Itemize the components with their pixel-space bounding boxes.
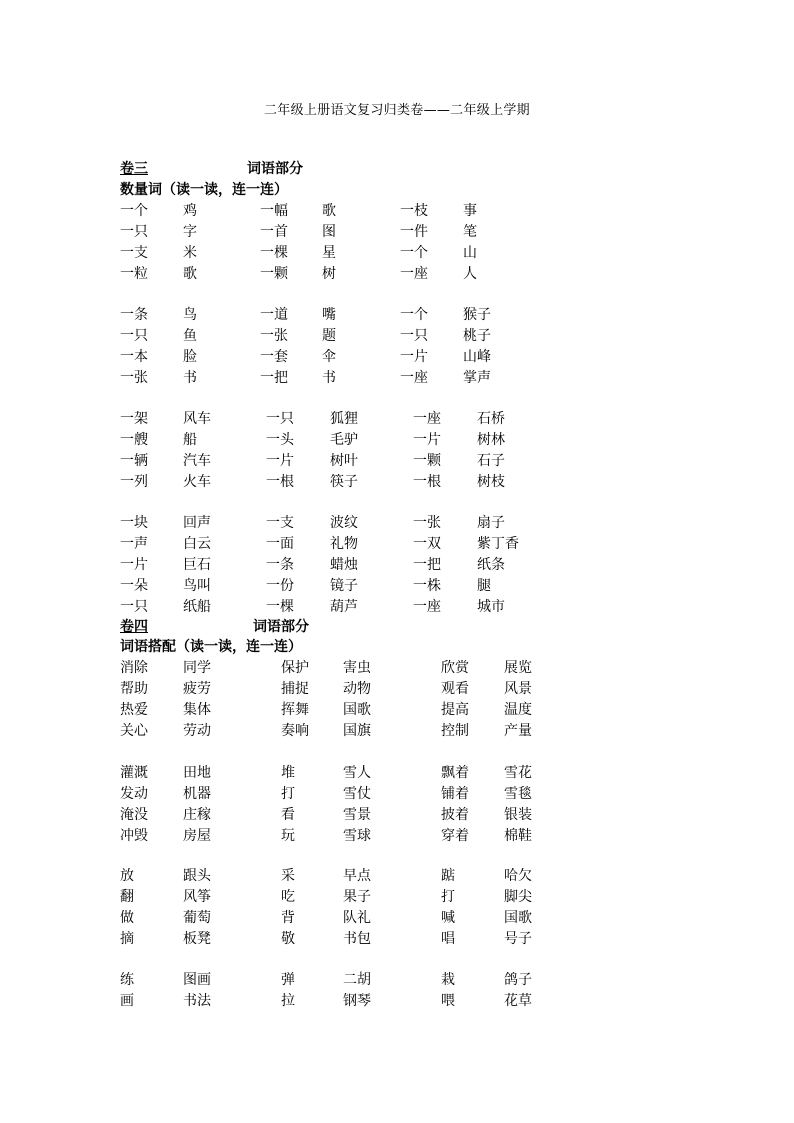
word-item: 一幅 (260, 203, 288, 219)
word-item: 一座 (400, 266, 428, 282)
word-item: 风车 (183, 411, 211, 427)
word-item: 一张 (120, 370, 148, 386)
word-item: 鱼 (183, 328, 197, 344)
word-item: 发动 (120, 786, 148, 802)
word-item: 灌溉 (120, 765, 148, 781)
word-item: 打 (281, 786, 295, 802)
word-item: 披着 (441, 807, 469, 823)
word-item: 巨石 (183, 557, 211, 573)
word-item: 一朵 (120, 578, 148, 594)
word-item: 挥舞 (281, 702, 309, 718)
word-item: 敬 (281, 931, 295, 947)
word-item: 热爱 (120, 702, 148, 718)
word-item: 国歌 (343, 702, 371, 718)
word-item: 一座 (413, 411, 441, 427)
word-item: 雪球 (343, 828, 371, 844)
word-item: 一片 (400, 349, 428, 365)
word-item: 腿 (477, 578, 491, 594)
word-item: 产量 (504, 723, 532, 739)
word-item: 奏响 (281, 723, 309, 739)
word-item: 树枝 (477, 474, 505, 490)
word-item: 国歌 (504, 910, 532, 926)
word-item: 一张 (413, 515, 441, 531)
word-item: 钢琴 (343, 993, 371, 1009)
word-item: 一条 (120, 307, 148, 323)
word-item: 一根 (413, 474, 441, 490)
section-subtitle: 词语搭配（读一读，连一连） (120, 639, 302, 655)
word-item: 掌声 (463, 370, 491, 386)
word-item: 栽 (441, 972, 455, 988)
word-item: 一条 (266, 557, 294, 573)
word-item: 一本 (120, 349, 148, 365)
word-item: 队礼 (343, 910, 371, 926)
word-item: 一只 (400, 328, 428, 344)
word-item: 鸟 (183, 307, 197, 323)
section-label: 卷四 (120, 619, 148, 635)
word-item: 一粒 (120, 266, 148, 282)
word-item: 雪景 (343, 807, 371, 823)
word-item: 背 (281, 910, 295, 926)
word-item: 一支 (120, 245, 148, 261)
word-item: 歌 (183, 266, 197, 282)
word-item: 踮 (441, 868, 455, 884)
word-item: 鸟叫 (183, 578, 211, 594)
word-item: 礼物 (330, 536, 358, 552)
word-item: 放 (120, 868, 134, 884)
section-header (120, 617, 309, 637)
word-item: 狐狸 (330, 411, 358, 427)
word-item: 城市 (477, 599, 505, 615)
word-item: 雪毯 (504, 786, 532, 802)
word-item: 字 (183, 224, 197, 240)
word-item: 保护 (281, 660, 309, 676)
word-item: 果子 (343, 889, 371, 905)
word-item: 山 (463, 245, 477, 261)
word-item: 喊 (441, 910, 455, 926)
word-item: 唱 (441, 931, 455, 947)
word-item: 田地 (183, 765, 211, 781)
word-item: 一支 (266, 515, 294, 531)
word-item: 一声 (120, 536, 148, 552)
word-item: 哈欠 (504, 868, 532, 884)
word-item: 疲劳 (183, 681, 211, 697)
word-item: 一艘 (120, 432, 148, 448)
word-item: 板凳 (183, 931, 211, 947)
word-item: 雪仗 (343, 786, 371, 802)
word-item: 镜子 (330, 578, 358, 594)
word-item: 一片 (266, 453, 294, 469)
word-item: 喂 (441, 993, 455, 1009)
word-item: 雪人 (343, 765, 371, 781)
section-name: 词语部分 (247, 161, 303, 177)
word-item: 一个 (400, 245, 428, 261)
word-item: 一列 (120, 474, 148, 490)
word-item: 书 (183, 370, 197, 386)
word-item: 堆 (281, 765, 295, 781)
word-item: 一只 (120, 599, 148, 615)
word-item: 猴子 (463, 307, 491, 323)
word-item: 一头 (266, 432, 294, 448)
word-item: 一片 (120, 557, 148, 573)
word-item: 葡萄 (183, 910, 211, 926)
word-item: 脚尖 (504, 889, 532, 905)
word-item: 二胡 (343, 972, 371, 988)
word-item: 一首 (260, 224, 288, 240)
word-item: 吃 (281, 889, 295, 905)
word-item: 打 (441, 889, 455, 905)
word-item: 树 (322, 266, 336, 282)
word-item: 一双 (413, 536, 441, 552)
word-item: 淹没 (120, 807, 148, 823)
word-item: 鸡 (183, 203, 197, 219)
word-item: 风筝 (183, 889, 211, 905)
word-item: 穿着 (441, 828, 469, 844)
section-name: 词语部分 (253, 619, 309, 635)
word-item: 石桥 (477, 411, 505, 427)
page-title: 二年级上册语文复习归类卷——二年级上学期 (263, 103, 530, 118)
word-item: 一棵 (266, 599, 294, 615)
word-item: 温度 (504, 702, 532, 718)
word-item: 图画 (183, 972, 211, 988)
word-item: 图 (322, 224, 336, 240)
word-item: 机器 (183, 786, 211, 802)
word-item: 汽车 (183, 453, 211, 469)
word-item: 一座 (413, 599, 441, 615)
word-item: 摘 (120, 931, 134, 947)
word-item: 玩 (281, 828, 295, 844)
word-item: 一颗 (413, 453, 441, 469)
word-item: 书 (322, 370, 336, 386)
word-item: 树叶 (330, 453, 358, 469)
word-item: 一座 (400, 370, 428, 386)
word-item: 紫丁香 (477, 536, 519, 552)
word-item: 一辆 (120, 453, 148, 469)
word-item: 跟头 (183, 868, 211, 884)
word-item: 同学 (183, 660, 211, 676)
word-item: 早点 (343, 868, 371, 884)
word-item: 做 (120, 910, 134, 926)
word-item: 一片 (413, 432, 441, 448)
word-item: 伞 (322, 349, 336, 365)
word-item: 桃子 (463, 328, 491, 344)
word-item: 一颗 (260, 266, 288, 282)
word-item: 关心 (120, 723, 148, 739)
word-item: 房屋 (183, 828, 211, 844)
word-item: 星 (322, 245, 336, 261)
word-item: 人 (463, 266, 477, 282)
word-item: 花草 (504, 993, 532, 1009)
word-item: 棉鞋 (504, 828, 532, 844)
word-item: 练 (120, 972, 134, 988)
word-item: 纸条 (477, 557, 505, 573)
word-item: 一把 (413, 557, 441, 573)
word-item: 消除 (120, 660, 148, 676)
word-item: 一枝 (400, 203, 428, 219)
word-item: 一道 (260, 307, 288, 323)
word-item: 国旗 (343, 723, 371, 739)
word-item: 画 (120, 993, 134, 1009)
word-item: 一只 (120, 224, 148, 240)
word-item: 笔 (463, 224, 477, 240)
word-item: 树林 (477, 432, 505, 448)
word-item: 一只 (266, 411, 294, 427)
word-item: 翻 (120, 889, 134, 905)
word-item: 毛驴 (330, 432, 358, 448)
word-item: 冲毁 (120, 828, 148, 844)
word-item: 采 (281, 868, 295, 884)
word-item: 波纹 (330, 515, 358, 531)
word-item: 一张 (260, 328, 288, 344)
word-item: 一架 (120, 411, 148, 427)
word-item: 拉 (281, 993, 295, 1009)
word-item: 飘着 (441, 765, 469, 781)
word-item: 捕捉 (281, 681, 309, 697)
word-item: 欣赏 (441, 660, 469, 676)
word-item: 控制 (441, 723, 469, 739)
word-item: 鸽子 (504, 972, 532, 988)
section-subtitle: 数量词（读一读，连一连） (120, 182, 288, 198)
word-item: 铺着 (441, 786, 469, 802)
word-item: 歌 (322, 203, 336, 219)
section-label: 卷三 (120, 161, 148, 177)
word-item: 雪花 (504, 765, 532, 781)
word-item: 书包 (343, 931, 371, 947)
word-item: 葫芦 (330, 599, 358, 615)
word-item: 一套 (260, 349, 288, 365)
word-item: 一株 (413, 578, 441, 594)
word-item: 蜡烛 (330, 557, 358, 573)
word-item: 风景 (504, 681, 532, 697)
word-item: 脸 (183, 349, 197, 365)
word-item: 弹 (281, 972, 295, 988)
word-item: 一棵 (260, 245, 288, 261)
word-item: 一根 (266, 474, 294, 490)
word-item: 号子 (504, 931, 532, 947)
word-item: 提高 (441, 702, 469, 718)
word-item: 米 (183, 245, 197, 261)
word-item: 害虫 (343, 660, 371, 676)
word-item: 回声 (183, 515, 211, 531)
word-item: 事 (463, 203, 477, 219)
word-item: 一把 (260, 370, 288, 386)
word-item: 看 (281, 807, 295, 823)
word-item: 一只 (120, 328, 148, 344)
word-item: 白云 (183, 536, 211, 552)
word-item: 扇子 (477, 515, 505, 531)
section-header (120, 159, 303, 179)
word-item: 集体 (183, 702, 211, 718)
word-item: 火车 (183, 474, 211, 490)
word-item: 一个 (400, 307, 428, 323)
word-item: 庄稼 (183, 807, 211, 823)
word-item: 石子 (477, 453, 505, 469)
word-item: 题 (322, 328, 336, 344)
word-item: 筷子 (330, 474, 358, 490)
word-item: 动物 (343, 681, 371, 697)
word-item: 展览 (504, 660, 532, 676)
word-item: 一件 (400, 224, 428, 240)
word-item: 一份 (266, 578, 294, 594)
word-item: 嘴 (322, 307, 336, 323)
word-item: 山峰 (463, 349, 491, 365)
word-item: 船 (183, 432, 197, 448)
word-item: 纸船 (183, 599, 211, 615)
word-item: 帮助 (120, 681, 148, 697)
word-item: 一面 (266, 536, 294, 552)
word-item: 观看 (441, 681, 469, 697)
word-item: 劳动 (183, 723, 211, 739)
word-item: 一块 (120, 515, 148, 531)
word-item: 书法 (183, 993, 211, 1009)
word-item: 银装 (504, 807, 532, 823)
word-item: 一个 (120, 203, 148, 219)
